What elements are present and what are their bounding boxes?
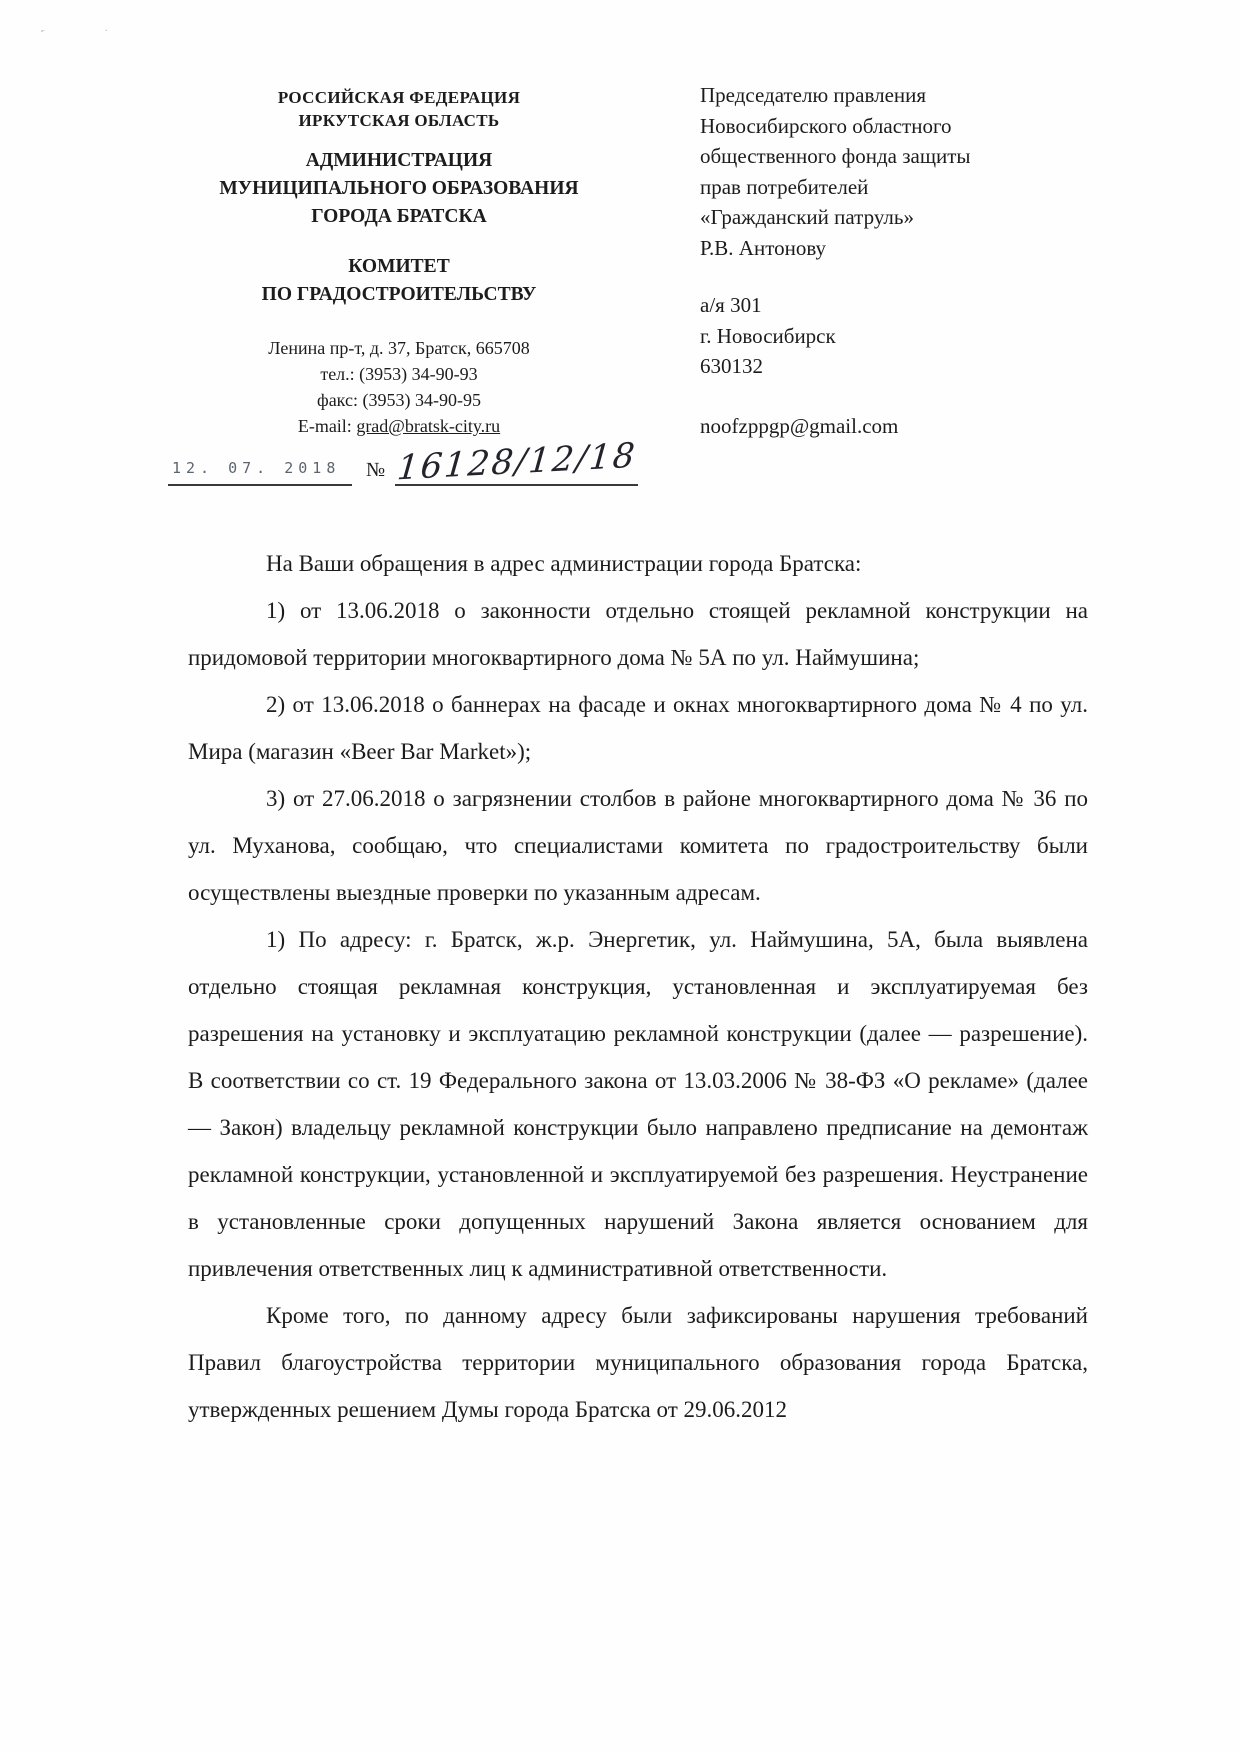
recipient-block	[700, 80, 1100, 441]
sender-email: grad@bratsk-city.ru	[356, 416, 501, 436]
recipient-city: г. Новосибирск	[700, 323, 836, 348]
sender-email-label: E-mail:	[297, 416, 357, 436]
sender-letterhead	[168, 86, 630, 439]
recipient-line: прав потребителей	[700, 174, 869, 199]
sender-org-line1: АДМИНИСТРАЦИЯ	[305, 150, 493, 171]
recipient-line: Новосибирского областного	[700, 113, 952, 138]
number-cell	[395, 435, 638, 489]
scan-artifact: ʻ	[32, 26, 49, 37]
sender-department	[168, 253, 630, 309]
sender-address: Ленина пр-т, д. 37, Братск, 665708	[268, 338, 530, 358]
recipient-address	[700, 290, 1100, 382]
recipient-name: Р.В. Антонову	[700, 235, 827, 260]
scan-artifact: ˙	[104, 26, 109, 41]
sender-email-line	[168, 413, 630, 439]
body-paragraph-intro: На Ваши обращения в адрес администрации города Братска:	[266, 551, 862, 576]
recipient-line: «Гражданский патруль»	[700, 205, 914, 229]
reference-line	[168, 435, 638, 489]
sender-phone: тел.: (3953) 34-90-93	[320, 364, 478, 384]
recipient-line: общественного фонда защиты	[700, 144, 971, 168]
sender-contacts	[168, 335, 630, 439]
sender-org-line3: ГОРОДА БРАТСКА	[311, 206, 487, 227]
sender-organization	[168, 147, 630, 231]
recipient-postal-code: 630132	[700, 354, 763, 378]
date-stamp: 12. 07. 2018	[172, 459, 341, 477]
sender-org-line2: МУНИЦИПАЛЬНОГО ОБРАЗОВАНИЯ	[219, 178, 579, 199]
recipient-line: Председателю правления	[700, 83, 927, 107]
number-sign: №	[366, 459, 386, 481]
body-paragraph-address1: 1) По адресу: г. Братск, ж.р. Энергетик, ул. Наймушина, 5А, была выявлена отдельно стоящая рекламная конструкция, установленная и эксплуатируемая без разрешения на установку и эксплуатацию рекламной конструкции (далее — разрешение). В соответствии со ст. 19 Федерального закона от 13.03.2006 № 38-ФЗ «О рекламе» (далее — Закон) владельцу рекламной конструкции было направлено предписание на демонтаж рекламной конструкции, установленной и эксплуатируемой без разрешения. Неустранение в установленные сроки допущенных нарушений Закона является основанием для привлечения ответственных лиц к административной ответственности.	[188, 927, 1088, 1281]
sender-region: ИРКУТСКАЯ ОБЛАСТЬ	[298, 111, 500, 130]
recipient-po-box: а/я 301	[700, 293, 762, 317]
sender-fax: факс: (3953) 34-90-95	[317, 390, 481, 410]
letter-body	[188, 540, 1088, 1433]
body-paragraph-item1: 1) от 13.06.2018 о законности отдельно стоящей рекламной конструкции на придомовой территории многоквартирного дома № 5А по ул. Наймушина;	[188, 598, 1088, 670]
sender-dept-line1: КОМИТЕТ	[348, 256, 450, 277]
sender-dept-line2: ПО ГРАДОСТРОИТЕЛЬСТВУ	[261, 284, 537, 305]
sender-country: РОССИЙСКАЯ ФЕДЕРАЦИЯ	[277, 88, 521, 107]
body-paragraph-violations: Кроме того, по данному адресу были зафиксированы нарушения требований Правил благоустройства территории муниципального образования города Братска, утвержденных решением Думы города Братска от 29.06.2012	[188, 1303, 1088, 1422]
body-paragraph-item3: 3) от 27.06.2018 о загрязнении столбов в районе многоквартирного дома № 36 по ул. Муханова, сообщаю, что специалистами комитета по градостроительству были осуществлены выездные проверки по указанным адресам.	[188, 786, 1088, 905]
handwritten-outgoing-number: 16128/12/18	[395, 435, 638, 489]
date-cell	[168, 459, 352, 486]
recipient-email: noofzppgp@gmail.com	[700, 413, 899, 438]
body-paragraph-item2: 2) от 13.06.2018 о баннерах на фасаде и окнах многоквартирного дома № 4 по ул. Мира (магазин «Beer Bar Market»);	[188, 692, 1088, 764]
